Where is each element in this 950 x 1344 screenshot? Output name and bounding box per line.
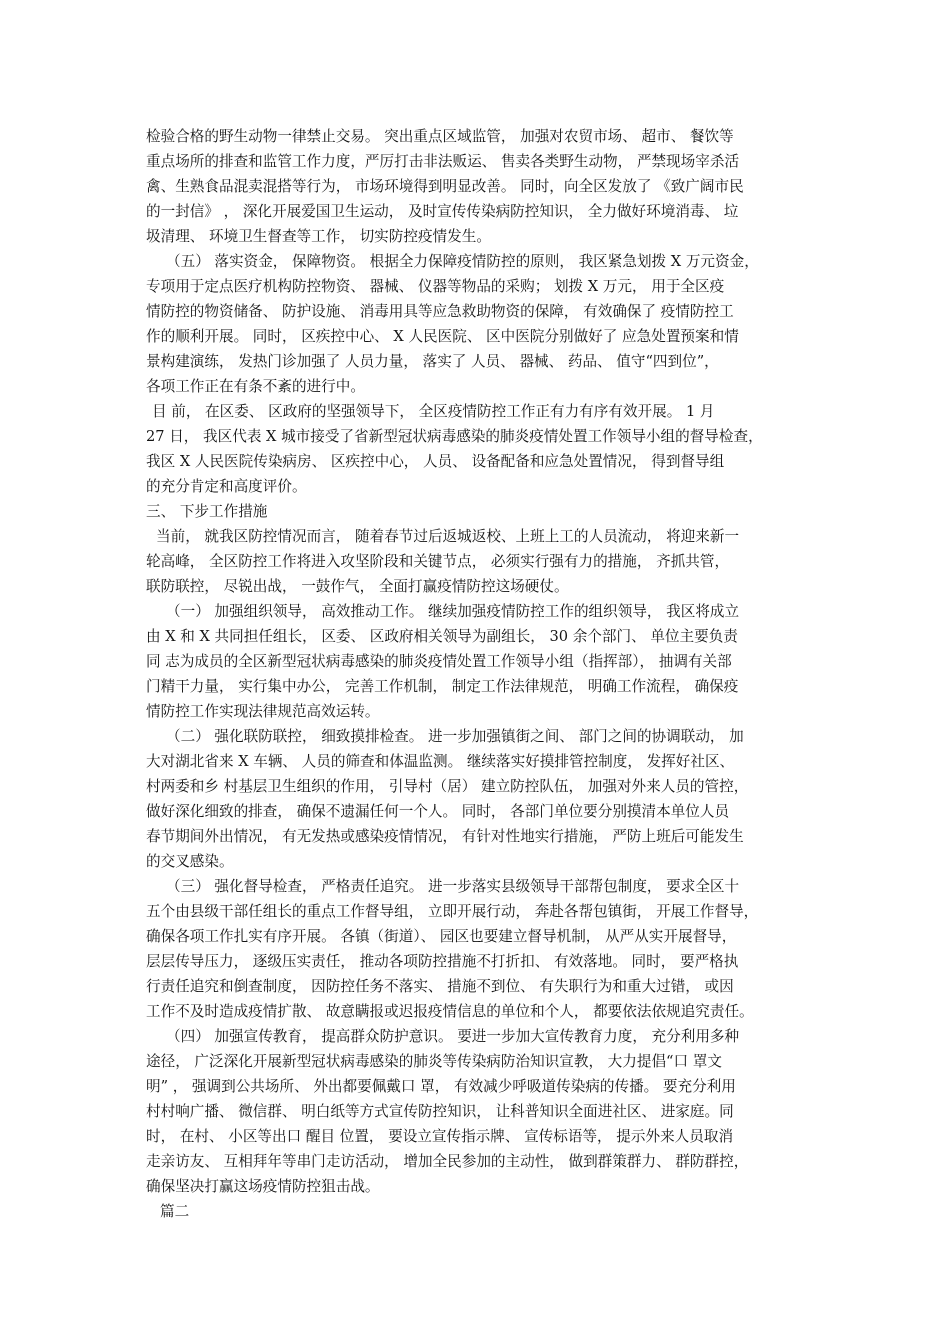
text-line: 重点场所的排查和监管工作力度，严厉打击非法贩运、 售卖各类野生动物， 严禁现场宰杀活 — [146, 153, 740, 170]
text-line: 大对湖北省来 X 车辆、 人员的筛查和体温监测。 继续落实好摸排管控制度， 发挥好社区、 — [146, 753, 735, 770]
text-line: 27 日， 我区代表 X 城市接受了省新型冠状病毒感染的肺炎疫情处置工作领导小组的督导检查， — [146, 428, 763, 445]
text-line: 层层传导压力， 逐级压实责任， 推动各项防控措施不打折扣、 有效落地。 同时， 要严格执 — [146, 953, 739, 970]
text-line: 专项用于定点医疗机构防控物资、 器械、 仪器等物品的采购； 划拨 X 万元， 用于全区疫 — [146, 278, 725, 295]
text-line: 圾清理、 环境卫生督查等工作， 切实防控疫情发生。 — [146, 228, 491, 245]
text-line: 春节期间外出情况， 有无发热或感染疫情情况， 有针对性地实行措施， 严防上班后可能发生 — [146, 828, 744, 845]
text-line: 的充分肯定和高度评价。 — [146, 478, 307, 495]
text-line: 的一封信》 ， 深化开展爱国卫生运动， 及时宣传传染病防控知识， 全力做好环境消毒、 垃 — [146, 203, 739, 220]
text-line: 禽、生熟食品混卖混搭等行为， 市场环境得到明显改善。 同时，向全区发放了 《致广阔市民 — [146, 178, 744, 195]
text-line: 情防控工作实现法律规范高效运转。 — [146, 703, 380, 720]
text-line: 时， 在村、 小区等出口 醒目 位置， 要设立宣传指示牌、 宣传标语等， 提示外来人员取消 — [146, 1128, 734, 1145]
text-line: 确保坚决打赢这场疫情防控狙击战。 — [146, 1178, 380, 1195]
text-line: 确保各项工作扎实有序开展。 各镇（街道）、 园区也要建立督导机制， 从严从实开展督导， — [146, 928, 737, 945]
text-line: 五个由县级干部任组长的重点工作督导组， 立即开展行动， 奔赴各帮包镇街， 开展工作督导， — [146, 903, 759, 920]
text-line: 明” ， 强调到公共场所、 外出都要佩戴口 罩， 有效减少呼吸道传染病的传播。 要充分利用 — [146, 1078, 736, 1095]
text-line: （五） 落实资金， 保障物资。 根据全力保障疫情防控的原则， 我区紧急划拨 X 万元资金， — [166, 253, 759, 270]
text-line: 情防控的物资储备、 防护设施、 消毒用具等应急救助物资的保障， 有效确保了 疫情防控工 — [146, 303, 734, 320]
text-line: 途径， 广泛深化开展新型冠状病毒感染的肺炎等传染病防治知识宣教， 大力提倡“口 罩文 — [146, 1053, 722, 1070]
text-line: 村村响广播、 微信群、 明白纸等方式宣传防控知识， 让科普知识全面进社区、 进家庭。同 — [146, 1103, 734, 1120]
text-line: （一） 加强组织领导， 高效推动工作。 继续加强疫情防控工作的组织领导， 我区将成立 — [166, 603, 740, 620]
text-line: 我区 X 人民医院传染病房、 区疾控中心， 人员、 设备配备和应急处置情况， 得到督导组 — [146, 453, 725, 470]
text-line: （三） 强化督导检查， 严格责任追究。 进一步落实县级领导干部帮包制度， 要求全区十 — [166, 878, 740, 895]
text-line: 的交叉感染。 — [146, 853, 234, 870]
text-line: （二） 强化联防联控， 细致摸排检查。 进一步加强镇街之间、 部门之间的协调联动， 加 — [166, 728, 744, 745]
text-line: 目 前， 在区委、 区政府的坚强领导下， 全区疫情防控工作正有力有序有效开展。 1 月 — [152, 403, 715, 420]
text-line: 同 志为成员的全区新型冠状病毒感染的肺炎疫情处置工作领导小组（指挥部）， 抽调有关部 — [146, 653, 732, 670]
text-line: 作的顺利开展。 同时， 区疾控中心、 X 人民医院、 区中医院分别做好了 应急处置预案和情 — [146, 328, 739, 345]
text-line: 检验合格的野生动物一律禁止交易。 突出重点区域监管， 加强对农贸市场、 超市、 餐饮等 — [146, 128, 734, 145]
text-line: 各项工作正在有条不紊的进行中。 — [146, 378, 365, 395]
text-line: 轮高峰， 全区防控工作将进入攻坚阶段和关键节点， 必须实行强有力的措施， 齐抓共管， — [146, 553, 730, 570]
text-line: 做好深化细致的排查， 确保不遗漏任何一个人。 同时， 各部门单位要分别摸清本单位人员 — [146, 803, 730, 820]
text-line: 由 X 和 X 共同担任组长， 区委、 区政府相关领导为副组长， 30 余个部门、 单位主要负责 — [146, 628, 738, 645]
text-line: （四） 加强宣传教育， 提高群众防护意识。 要进一步加大宣传教育力度， 充分利用多种 — [166, 1028, 740, 1045]
text-line: 联防联控， 尽锐出战， 一鼓作气， 全面打赢疫情防控这场硬仗。 — [146, 578, 569, 595]
text-line: 工作不及时造成疫情扩散、 故意瞒报或迟报疫情信息的单位和个人， 都要依法依规追究责任。 — [146, 1003, 754, 1020]
text-line: 行责任追究和倒查制度， 因防控任务不落实、 措施不到位、 有失职行为和重大过错， 或因 — [146, 978, 734, 995]
text-line: 门精干力量， 实行集中办公， 完善工作机制， 制定工作法律规范， 明确工作流程， 确保疫 — [146, 678, 739, 695]
text-line: 篇二 — [160, 1203, 190, 1220]
document-body — [146, 124, 816, 1224]
text-line: 景构建演练， 发热门诊加强了 人员力量， 落实了 人员、 器械、 药品、 值守“四到位”， — [146, 353, 719, 370]
text-line: 村两委和乡 村基层卫生组织的作用， 引导村（居） 建立防控队伍， 加强对外来人员的管控， — [146, 778, 749, 795]
text-line: 走亲访友、 互相拜年等串门走访活动， 增加全民参加的主动性， 做到群策群力、 群防群控， — [146, 1153, 749, 1170]
text-line: 当前， 就我区防控情况而言， 随着春节过后返城返校、上班上工的人员流动， 将迎来新一 — [156, 528, 740, 545]
text-line: 三、 下步工作措施 — [146, 503, 268, 520]
